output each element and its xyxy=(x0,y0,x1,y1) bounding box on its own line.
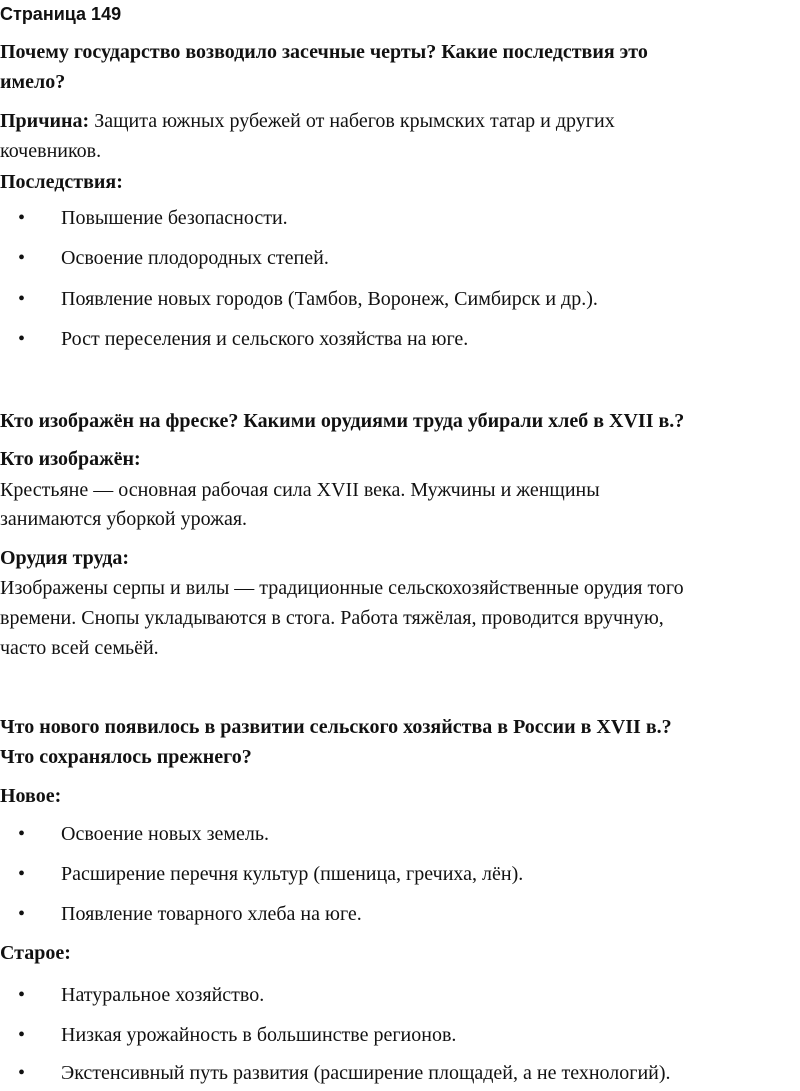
list-item: • Низкая урожайность в большинстве регионов. xyxy=(0,1020,800,1050)
reason-paragraph xyxy=(0,106,800,136)
old-label: Старое: xyxy=(0,942,71,964)
bullet-icon: • xyxy=(18,1062,26,1084)
reason-text: Защита южных рубежей от набегов крымских татар и других xyxy=(89,110,615,132)
consequences-label: Последствия: xyxy=(0,171,123,193)
list-item: • Натуральное хозяйство. xyxy=(0,980,800,1010)
tools-label: Орудия труда: xyxy=(0,547,130,569)
list-item: • Повышение безопасности. xyxy=(0,203,800,233)
new-label: Новое: xyxy=(0,785,62,807)
bullet-icon: • xyxy=(18,984,26,1006)
question-3-line-2: Что сохранялось прежнего? xyxy=(0,746,252,768)
bullet-icon: • xyxy=(18,288,26,310)
question-2: Кто изображён на фреске? Какими орудиями труда убирали хлеб в XVII в.? xyxy=(0,410,685,432)
bullet-icon: • xyxy=(18,863,26,885)
tools-text-line-2: времени. Снопы укладываются в стога. Работа тяжёлая, проводится вручную, xyxy=(0,607,664,629)
who-text-line-1: Крестьяне — основная рабочая сила XVII века. Мужчины и женщины xyxy=(0,479,600,501)
list-item: • Экстенсивный путь развития (расширение площадей, а не технологий). xyxy=(0,1058,800,1088)
list-item: • Расширение перечня культур (пшеница, гречиха, лён). xyxy=(0,859,800,889)
list-item: • Освоение плодородных степей. xyxy=(0,243,800,273)
question-3-line-1: Что нового появилось в развитии сельского хозяйства в России в XVII в.? xyxy=(0,716,672,738)
list-item: • Освоение новых земель. xyxy=(0,819,800,849)
reason-text-line-2: кочевников. xyxy=(0,140,102,162)
bullet-icon: • xyxy=(18,1024,26,1046)
question-1-line-2: имело? xyxy=(0,71,66,93)
list-item: • Появление новых городов (Тамбов, Воронеж, Симбирск и др.). xyxy=(0,284,800,314)
bullet-icon: • xyxy=(18,823,26,845)
page-title: Страница 149 xyxy=(0,4,122,24)
tools-text-line-3: часто всей семьёй. xyxy=(0,637,159,659)
who-text-line-2: занимаются уборкой урожая. xyxy=(0,508,248,530)
reason-label: Причина: xyxy=(0,110,90,132)
bullet-icon: • xyxy=(18,328,26,350)
question-1-line-1: Почему государство возводило засечные черты? Какие последствия это xyxy=(0,41,648,63)
list-item: • Рост переселения и сельского хозяйства на юге. xyxy=(0,324,800,354)
bullet-icon: • xyxy=(18,903,26,925)
bullet-icon: • xyxy=(18,247,26,269)
list-item: • Появление товарного хлеба на юге. xyxy=(0,899,800,929)
who-label: Кто изображён: xyxy=(0,448,141,470)
bullet-icon: • xyxy=(18,207,26,229)
tools-text-line-1: Изображены серпы и вилы — традиционные сельскохозяйственные орудия того xyxy=(0,577,684,599)
